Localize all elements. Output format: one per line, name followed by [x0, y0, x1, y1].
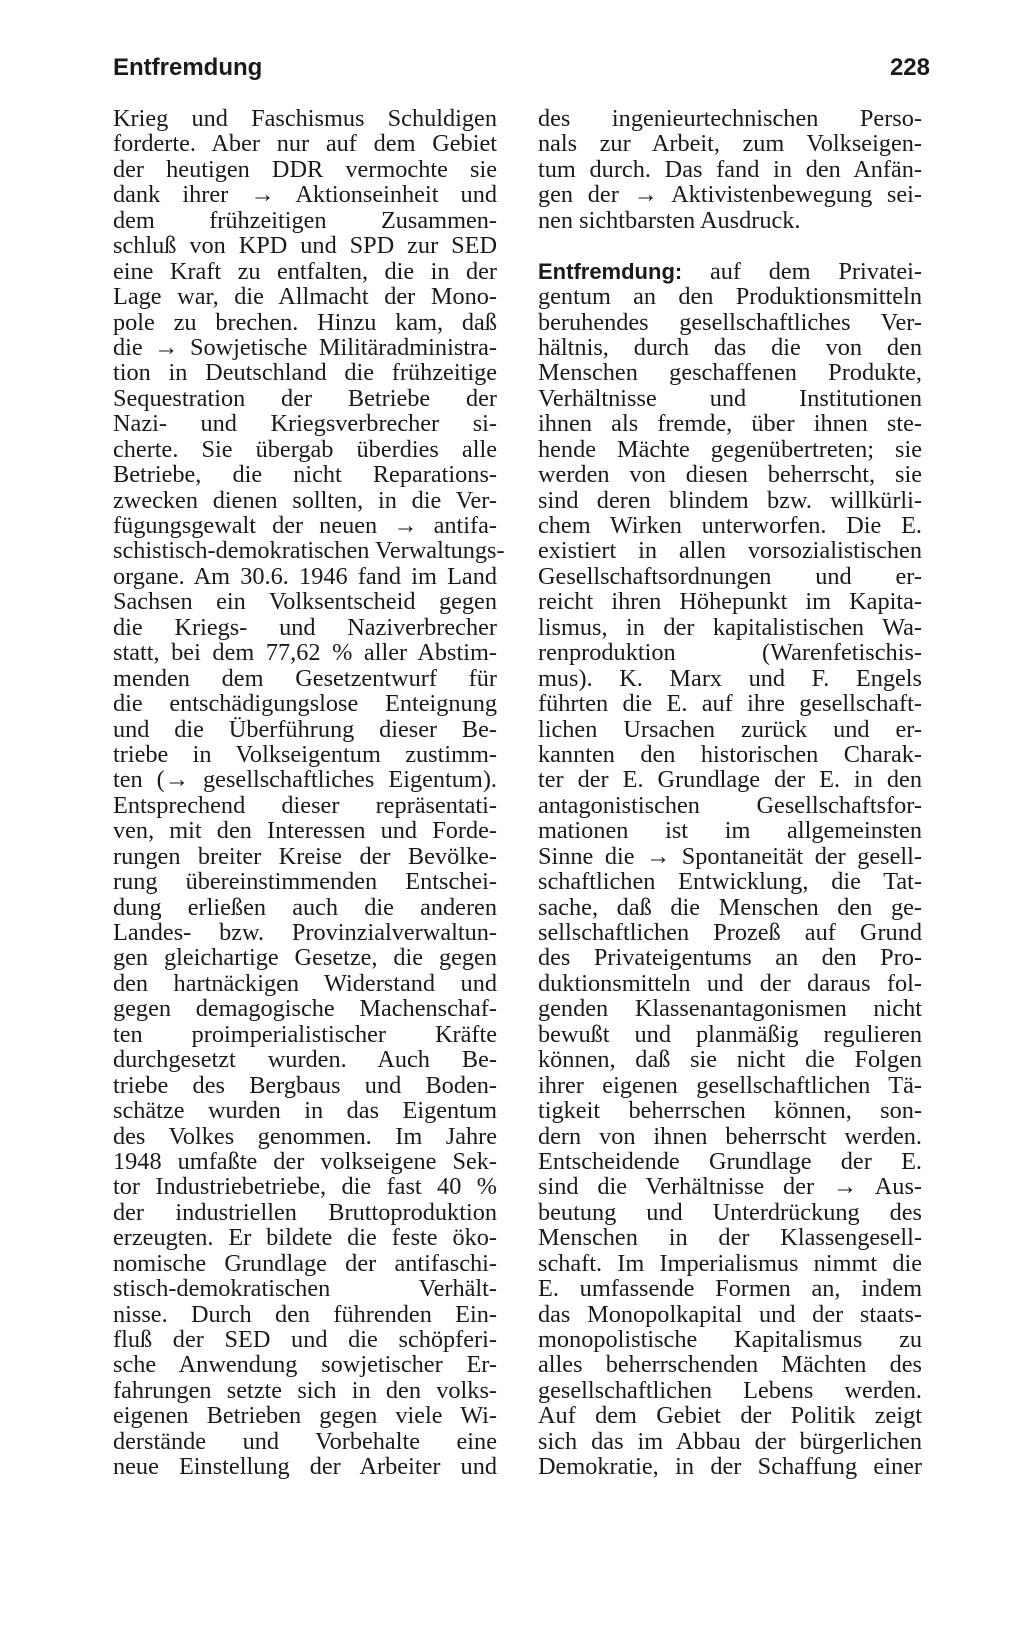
text-line: Sachsen ein Volksentscheid gegen	[113, 588, 497, 616]
text-line: genden Klassenantagonismen nicht	[538, 995, 922, 1023]
text-line: hältnis, durch das die von den	[538, 333, 922, 361]
text-line: und die Überführung dieser Be-	[113, 715, 497, 743]
text-line: E. umfassende Formen an, indem	[538, 1275, 922, 1303]
text-line: führten die E. auf ihre gesellschaft-	[538, 690, 922, 718]
text-line: pole zu brechen. Hinzu kam, daß	[113, 308, 497, 336]
text-line: Landes- bzw. Provinzialverwaltun-	[113, 919, 497, 946]
text-line: gen gleichartige Gesetze, die gegen	[113, 944, 497, 972]
text-line: forderte. Aber nur auf dem Gebiet	[113, 130, 497, 158]
text-line: Gesellschaftsordnungen und er-	[538, 562, 922, 590]
text-line: mus). K. Marx und F. Engels	[538, 664, 922, 692]
text-line: gentum an den Produktionsmitteln	[538, 283, 922, 311]
text-line: sind deren blindem bzw. willkürli-	[538, 486, 922, 514]
left-column	[113, 105, 505, 1481]
text-line: alles beherrschenden Mächten des	[538, 1351, 922, 1379]
entry-definition-text	[538, 284, 922, 1480]
entry-term: Entfremdung:	[538, 258, 683, 284]
text-line: erzeugten. Er bildete die feste öko-	[113, 1224, 497, 1252]
text-line: gesellschaftlichen Lebens werden.	[538, 1376, 922, 1404]
text-line: werden von diesen beherrscht, sie	[538, 461, 922, 489]
entry-first-line	[538, 259, 922, 284]
text-line: Lage war, die Allmacht der Mono-	[113, 283, 497, 311]
page-number: 228	[889, 54, 930, 81]
text-line: eigenen Betrieben gegen viele Wi-	[113, 1402, 497, 1430]
text-line: chem Wirken unterworfen. Die E.	[538, 512, 922, 539]
text-line: monopolistische Kapitalismus zu	[538, 1326, 922, 1353]
text-line: Betriebe, die nicht Reparations-	[113, 461, 497, 489]
running-header	[113, 54, 930, 94]
text-line: triebe in Volkseigentum zustimm-	[113, 740, 497, 768]
text-line: sellschaftlichen Prozeß auf Grund	[538, 919, 922, 946]
entry-first-line-text: auf dem Privatei-	[709, 257, 922, 285]
text-line: ihnen als fremde, über ihnen ste-	[538, 410, 922, 438]
text-line: sache, daß die Menschen den ge-	[538, 893, 922, 921]
continued-entry-text	[538, 106, 922, 233]
text-line: Krieg und Faschismus Schuldigen	[113, 105, 497, 132]
text-line: Menschen in der Klassengesell-	[538, 1224, 922, 1252]
text-line: Auf dem Gebiet der Politik zeigt	[538, 1402, 922, 1430]
text-line: organe. Am 30.6. 1946 fand im Land	[113, 562, 497, 590]
text-line: Nazi- und Kriegsverbrecher si-	[113, 410, 497, 438]
text-line: sche Anwendung sowjetischer Er-	[113, 1351, 497, 1379]
running-head-title: Entfremdung	[113, 54, 263, 81]
text-line: nisse. Durch den führenden Ein-	[113, 1300, 497, 1328]
text-line: des Privateigentums an den Pro-	[538, 944, 922, 972]
text-line: sind die Verhältnisse der → Aus-	[538, 1173, 922, 1201]
text-line: derstände und Vorbehalte eine	[113, 1427, 497, 1455]
text-line: rung übereinstimmenden Entschei-	[113, 868, 497, 896]
text-line: die → Sowjetische Militäradministra-	[113, 333, 497, 361]
text-line: dank ihrer → Aktionseinheit und	[113, 181, 497, 209]
text-line: die entschädigungslose Enteignung	[113, 690, 497, 718]
text-line: nals zur Arbeit, zum Volkseigen-	[538, 130, 922, 158]
text-line: duktionsmitteln und der daraus fol-	[538, 969, 922, 997]
text-line: der heutigen DDR vermochte sie	[113, 155, 497, 183]
text-line: renproduktion (Warenfetischis-	[538, 639, 922, 667]
text-line: tor Industriebetriebe, die fast 40 %	[113, 1173, 497, 1201]
right-column	[538, 106, 922, 1480]
text-line: zwecken dienen sollten, in die Ver-	[113, 486, 497, 514]
text-line: hende Mächte gegenübertreten; sie	[538, 435, 922, 463]
text-line: neue Einstellung der Arbeiter und	[113, 1453, 497, 1481]
text-line: des Volkes genommen. Im Jahre	[113, 1122, 497, 1150]
text-line: cherte. Sie übergab überdies alle	[113, 435, 497, 463]
text-line: beutung und Unterdrückung des	[538, 1198, 922, 1226]
text-line: den hartnäckigen Widerstand und	[113, 969, 497, 997]
text-line: sich das im Abbau der bürgerlichen	[538, 1427, 922, 1455]
text-line: Sequestration der Betriebe der	[113, 384, 497, 412]
text-line: kannten den historischen Charak-	[538, 740, 922, 768]
text-line: ten (→ gesellschaftliches Eigentum).	[113, 766, 497, 794]
text-line: das Monopolkapital und der staats-	[538, 1300, 922, 1328]
text-line: schaft. Im Imperialismus nimmt die	[538, 1249, 922, 1277]
text-line: durchgesetzt wurden. Auch Be-	[113, 1046, 497, 1074]
text-line: mationen ist im allgemeinsten	[538, 817, 922, 845]
text-line: ihrer eigenen gesellschaftlichen Tä-	[538, 1071, 922, 1099]
text-line: die Kriegs- und Naziverbrecher	[113, 613, 497, 641]
text-line: reicht ihren Höhepunkt im Kapita-	[538, 588, 922, 616]
text-line: schaftlichen Entwicklung, die Tat-	[538, 868, 922, 896]
text-line: Sinne die → Spontaneität der gesell-	[538, 842, 922, 870]
text-line: tigkeit beherrschen können, son-	[538, 1097, 922, 1125]
text-line: beruhendes gesellschaftliches Ver-	[538, 308, 922, 336]
text-line: eine Kraft zu entfalten, die in der	[113, 257, 497, 285]
text-line: dem frühzeitigen Zusammen-	[113, 206, 497, 234]
text-line: schätze wurden in das Eigentum	[113, 1097, 497, 1125]
text-line: bewußt und planmäßig regulieren	[538, 1020, 922, 1048]
text-line: des ingenieurtechnischen Perso-	[538, 105, 922, 132]
text-line: Entsprechend dieser repräsentati-	[113, 791, 497, 819]
text-line: triebe des Bergbaus und Boden-	[113, 1071, 497, 1099]
text-line: fahrungen setzte sich in den volks-	[113, 1376, 497, 1404]
text-line: gegen demagogische Machenschaf-	[113, 995, 497, 1023]
text-line: fluß der SED und die schöpferi-	[113, 1326, 497, 1353]
entry-separator	[538, 233, 922, 258]
text-line: 1948 umfaßte der volkseigene Sek-	[113, 1147, 497, 1175]
text-line: schluß von KPD und SPD zur SED	[113, 232, 497, 260]
text-line: gen der → Aktivistenbewegung sei-	[538, 181, 922, 209]
text-line: menden dem Gesetzentwurf für	[113, 664, 497, 692]
text-line: können, daß sie nicht die Folgen	[538, 1046, 922, 1074]
text-line: statt, bei dem 77,62 % aller Abstim-	[113, 639, 497, 667]
text-line: rungen breiter Kreise der Bevölke-	[113, 842, 497, 870]
text-line: Verhältnisse und Institutionen	[538, 384, 922, 412]
text-line: existiert in allen vorsozialistischen	[538, 537, 922, 565]
text-line: nen sichtbarsten Ausdruck.	[538, 206, 801, 234]
text-line: dern von ihnen beherrscht werden.	[538, 1122, 922, 1150]
text-line: ter der E. Grundlage der E. in den	[538, 766, 922, 794]
text-line: tion in Deutschland die frühzeitige	[113, 359, 497, 387]
text-line: fügungsgewalt der neuen → antifa-	[113, 512, 497, 539]
text-line: dung erließen auch die anderen	[113, 893, 497, 921]
text-line: tum durch. Das fand in den Anfän-	[538, 155, 922, 183]
text-line: Entscheidende Grundlage der E.	[538, 1147, 922, 1175]
text-line: nomische Grundlage der antifaschi-	[113, 1249, 497, 1277]
text-line: ven, mit den Interessen und Forde-	[113, 817, 497, 845]
text-line: ten proimperialistischer Kräfte	[113, 1020, 497, 1048]
text-line: der industriellen Bruttoproduktion	[113, 1198, 497, 1226]
text-line: schistisch-demokratischen Verwaltungs-	[113, 537, 505, 565]
text-line: stisch-demokratischen Verhält-	[113, 1275, 497, 1303]
text-line: lichen Ursachen zurück und er-	[538, 715, 922, 743]
text-line: Menschen geschaffenen Produkte,	[538, 359, 922, 387]
text-line: Demokratie, in der Schaffung einer	[538, 1453, 922, 1481]
text-line: lismus, in der kapitalistischen Wa-	[538, 613, 922, 641]
text-line: antagonistischen Gesellschaftsfor-	[538, 791, 922, 819]
